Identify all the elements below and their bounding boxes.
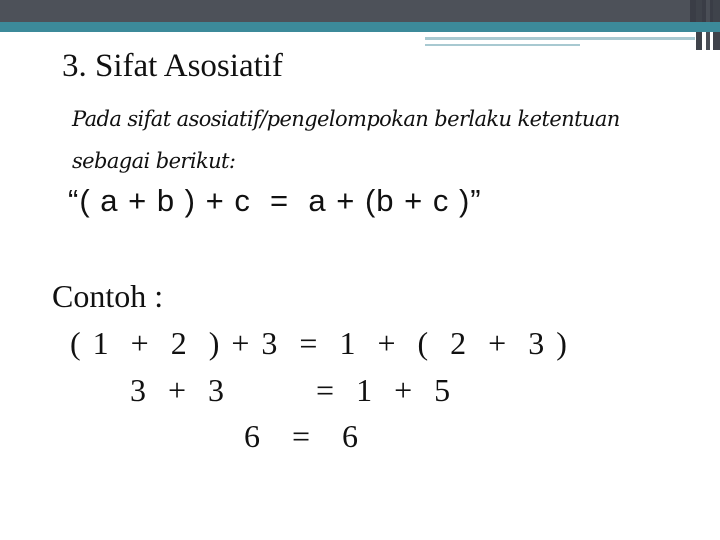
decorative-line: [425, 44, 580, 46]
example-label: Contoh :: [52, 278, 164, 314]
example-line: 3 + 3 = 1 + 5: [130, 372, 453, 408]
slide-description: Pada sifat asosiatif/pengelompokan berlaku ketentuan sebagai berikut:: [72, 107, 620, 173]
slide-title: 3. Sifat Asosiatif: [62, 48, 283, 84]
example-line: 6 = 6: [244, 418, 361, 454]
top-decoration-bar: [0, 0, 720, 22]
example-line: ( 1 + 2 ) + 3 = 1 + ( 2 + 3 ): [70, 325, 569, 361]
decorative-line: [425, 37, 695, 40]
accent-band: [0, 22, 720, 32]
top-bar-segment: [0, 0, 690, 22]
associative-formula: “( a + b ) + c = a + (b + c )”: [68, 183, 482, 218]
